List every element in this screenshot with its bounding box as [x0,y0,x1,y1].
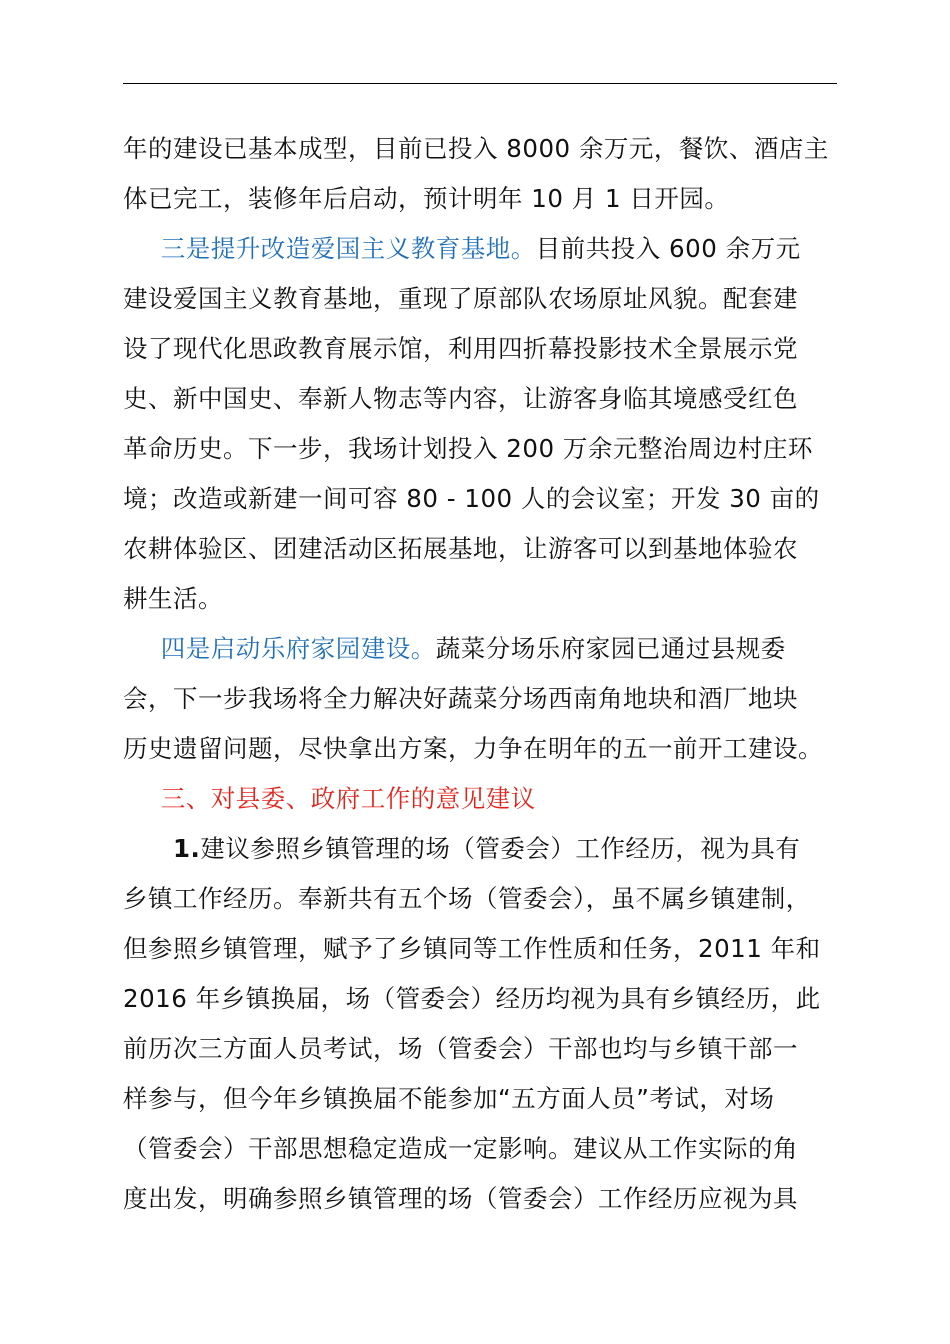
text-line: （管委会）干部思想稳定造成一定影响。建议从工作实际的角 [123,1134,798,1163]
text-line: 历史遗留问题，尽快拿出方案，力争在明年的五一前开工建设。 [123,734,823,763]
text-line: 境；改造或新建一间可容 80 - 100 人的会议室；开发 30 亩的 [123,484,820,513]
text-line: 2016 年乡镇换届，场（管委会）经历均视为具有乡镇经历，此 [123,984,821,1013]
paragraph-education-base [123,224,843,624]
text-line: 但参照乡镇管理，赋予了乡镇同等工作性质和任务，2011 年和 [123,934,821,963]
text-line: 耕生活。 [123,584,223,613]
document-body [123,124,843,1224]
text-line: 建设爱国主义教育基地，重现了原部队农场原址风貌。配套建 [123,284,798,313]
text-line: 革命历史。下一步，我场计划投入 200 万余元整治周边村庄环 [123,434,813,463]
item-number: 1. [173,834,201,863]
text-line: 样参与，但今年乡镇换届不能参加“五方面人员”考试，对场 [123,1084,775,1113]
text-line: 体已完工，装修年后启动，预计明年 10 月 1 日开园。 [123,184,730,213]
text-line: 四是启动乐府家园建设。蔬菜分场乐府家园已通过县规委 [160,634,786,663]
text-line: 设了现代化思政教育展示馆，利用四折幕投影技术全景展示党 [123,334,798,363]
text-line: 史、新中国史、奉新人物志等内容，让游客身临其境感受红色 [123,384,798,413]
section-title-suggestions [123,774,843,824]
paragraph-heading: 四是启动乐府家园建设。 [160,634,436,663]
text-line: 年的建设已基本成型，目前已投入 8000 余万元，餐饮、酒店主 [123,134,829,163]
header-rule [123,83,837,84]
text-line: 前历次三方面人员考试，场（管委会）干部也均与乡镇干部一 [123,1034,798,1063]
text-line: 乡镇工作经历。奉新共有五个场（管委会），虽不属乡镇建制， [123,884,811,913]
text-line: 农耕体验区、团建活动区拓展基地，让游客可以到基地体验农 [123,534,798,563]
paragraph-suggestion-1 [123,824,843,1224]
text-line: 三是提升改造爱国主义教育基地。目前共投入 600 余万元 [160,234,801,263]
text-line: 度出发，明确参照乡镇管理的场（管委会）工作经历应视为具 [123,1184,798,1213]
text-line: 1.建议参照乡镇管理的场（管委会）工作经历，视为具有 [173,834,801,863]
section-title: 三、对县委、政府工作的意见建议 [160,784,536,813]
paragraph-lefu-homestead [123,624,843,774]
paragraph-heading: 三是提升改造爱国主义教育基地。 [160,234,536,263]
paragraph-construction-progress [123,124,843,224]
text-line: 会，下一步我场将全力解决好蔬菜分场西南角地块和酒厂地块 [123,684,798,713]
